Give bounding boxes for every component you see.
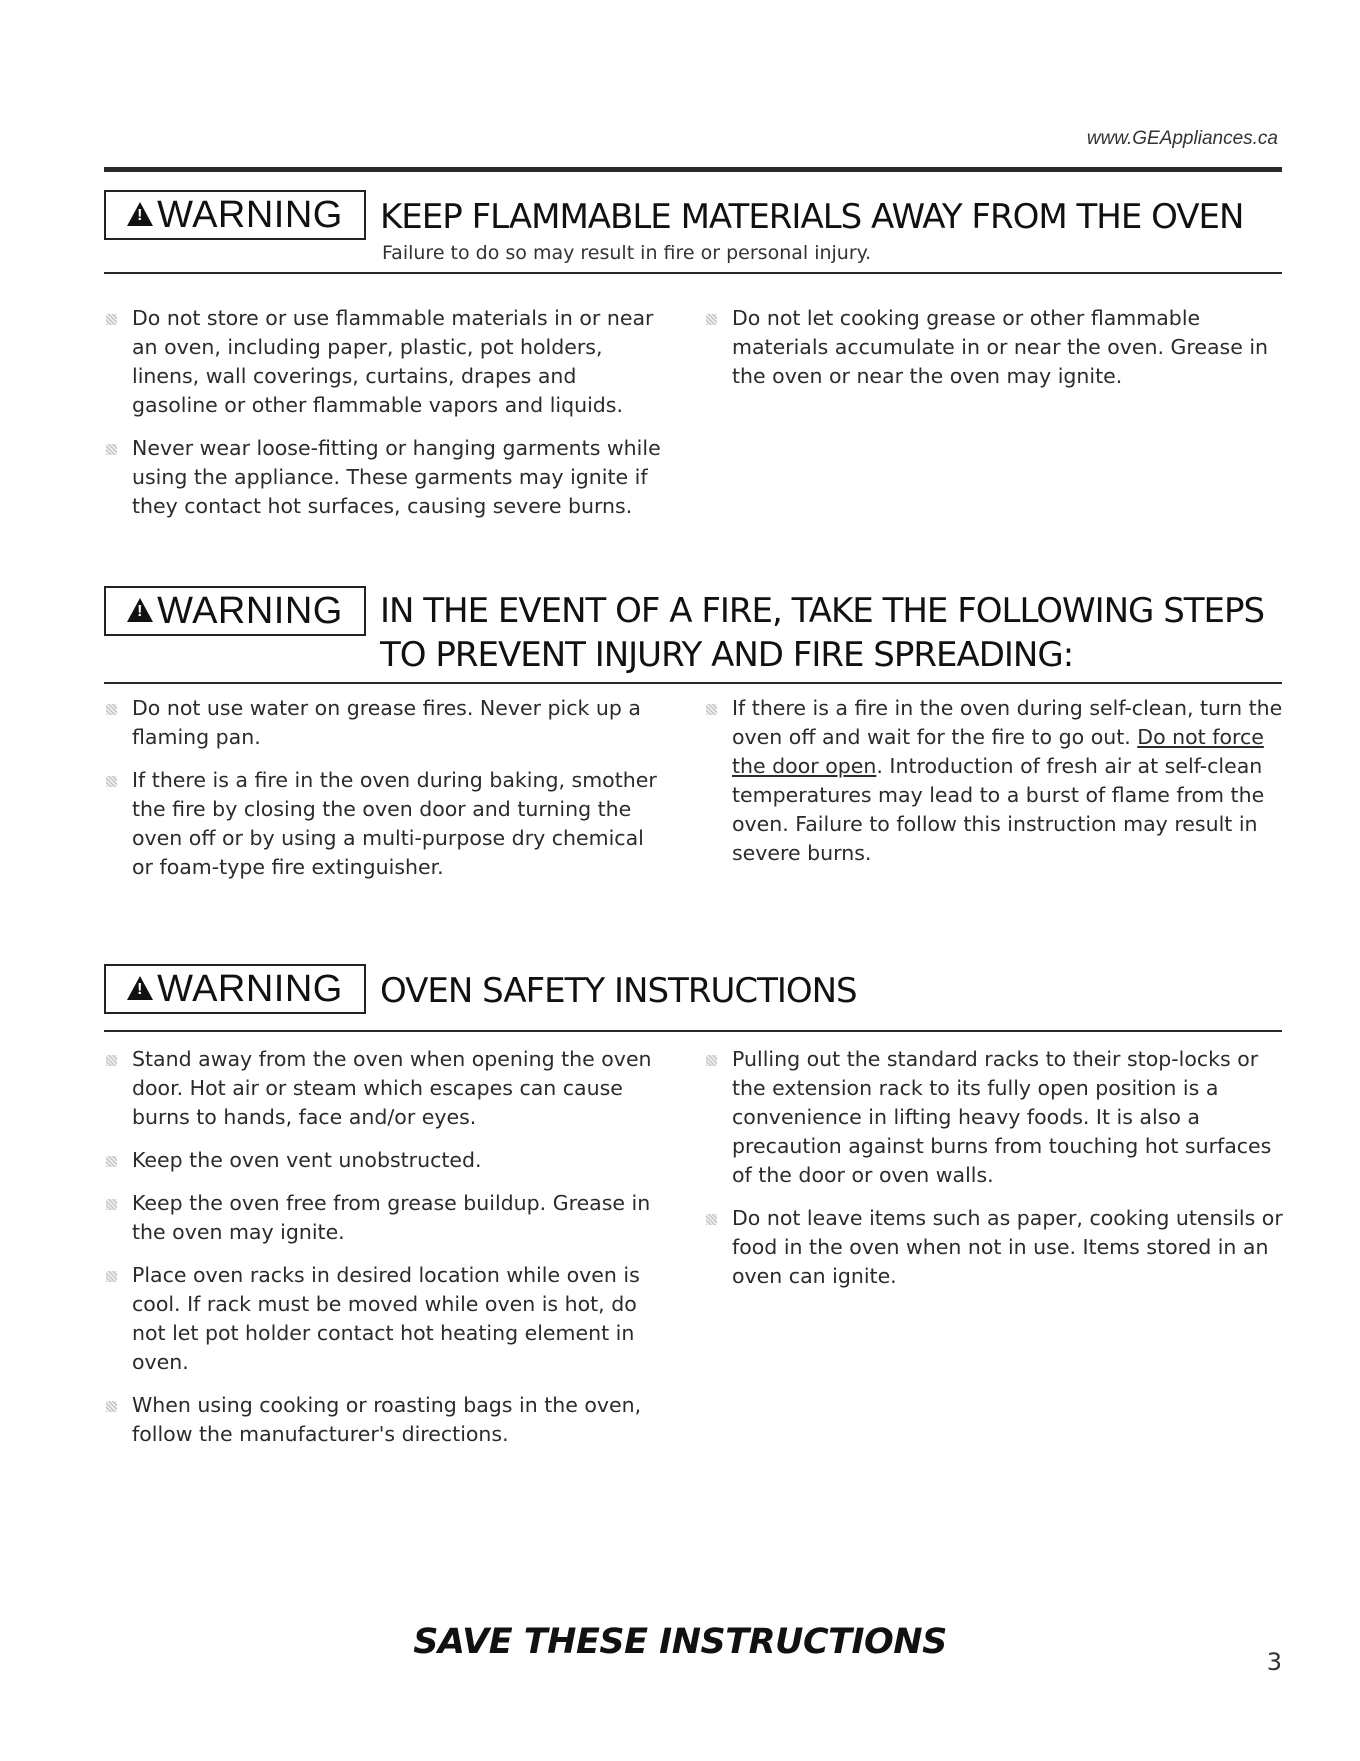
bullet-icon [106, 1271, 117, 1282]
section-2-left-column [106, 694, 666, 896]
warning-text: WARNING [157, 967, 343, 1010]
bullet-icon [706, 314, 717, 325]
section-1-title: KEEP FLAMMABLE MATERIALS AWAY FROM THE OVEN [380, 197, 1244, 237]
warning-label-1 [104, 190, 366, 240]
bullet-icon [106, 1055, 117, 1066]
warning-text: WARNING [157, 589, 343, 632]
warning-label-2 [104, 586, 366, 636]
bullet-icon [106, 1156, 117, 1167]
bullet-icon [106, 1199, 117, 1210]
section-2-right-column [706, 694, 1284, 882]
warning-label-3 [104, 964, 366, 1014]
bullet-icon [106, 444, 117, 455]
section-2-title-line-2: TO PREVENT INJURY AND FIRE SPREADING: [380, 635, 1074, 675]
top-divider [104, 167, 1282, 172]
section-1-subtitle: Failure to do so may result in fire or personal injury. [382, 242, 872, 264]
bullet-icon [706, 704, 717, 715]
list-item: If there is a fire in the oven during self-clean, turn the oven off and wait for the fire to go out. Do not force the door open. Introduction of fresh air at self-clean temperatures may lead to a burst of flame from the oven. Failure to follow this instruction may result in severe burns. [706, 694, 1284, 868]
list-item: If there is a fire in the oven during baking, smother the fire by closing the oven door and turning the oven off or by using a multi-purpose dry chemical or foam-type fire extinguisher. [106, 766, 666, 882]
warning-triangle-icon [127, 598, 153, 622]
warning-triangle-icon [127, 202, 153, 226]
list-item: Do not store or use flammable materials in or near an oven, including paper, plastic, pot holders, linens, wall coverings, curtains, drapes and gasoline or other flammable vapors and liquids. [106, 304, 666, 420]
section-3-title: OVEN SAFETY INSTRUCTIONS [380, 971, 857, 1011]
section-3-divider [104, 1030, 1282, 1032]
section-1-right-column [706, 304, 1284, 405]
list-item: Never wear loose-fitting or hanging garments while using the appliance. These garments may ignite if they contact hot surfaces, causing severe burns. [106, 434, 666, 521]
warning-triangle-icon [127, 976, 153, 1000]
underlined-instruction: Do not force the door open [732, 725, 1264, 778]
bullet-icon [106, 704, 117, 715]
bullet-icon [106, 314, 117, 325]
list-item: Do not use water on grease fires. Never pick up a flaming pan. [106, 694, 666, 752]
section-1-divider [104, 272, 1282, 274]
bullet-icon [106, 1401, 117, 1412]
section-3-left-column [106, 1045, 666, 1463]
bullet-icon [706, 1214, 717, 1225]
list-item: Keep the oven free from grease buildup. Grease in the oven may ignite. [106, 1189, 666, 1247]
section-1-left-column [106, 304, 666, 535]
section-2-title-line-1: IN THE EVENT OF A FIRE, TAKE THE FOLLOWING STEPS [380, 591, 1265, 631]
list-item: Do not leave items such as paper, cooking utensils or food in the oven when not in use. Items stored in an oven can ignite. [706, 1204, 1284, 1291]
section-3-right-column [706, 1045, 1284, 1305]
website-url: www.GEAppliances.ca [1086, 128, 1278, 149]
section-2-divider [104, 682, 1282, 684]
list-item: Stand away from the oven when opening the oven door. Hot air or steam which escapes can cause burns to hands, face and/or eyes. [106, 1045, 666, 1132]
save-instructions-title: SAVE THESE INSTRUCTIONS [413, 1622, 947, 1662]
warning-text: WARNING [157, 193, 343, 236]
page-number: 3 [1266, 1648, 1282, 1676]
list-item: Pulling out the standard racks to their stop-locks or the extension rack to its fully open position is a convenience in lifting heavy foods. It is also a precaution against burns from touching hot surfaces of the door or oven walls. [706, 1045, 1284, 1190]
bullet-icon [106, 776, 117, 787]
list-item: Place oven racks in desired location while oven is cool. If rack must be moved while oven is hot, do not let pot holder contact hot heating element in oven. [106, 1261, 666, 1377]
list-item: When using cooking or roasting bags in the oven, follow the manufacturer's directions. [106, 1391, 666, 1449]
bullet-icon [706, 1055, 717, 1066]
list-item: Keep the oven vent unobstructed. [106, 1146, 666, 1175]
list-item: Do not let cooking grease or other flammable materials accumulate in or near the oven. Grease in the oven or near the oven may ignite. [706, 304, 1284, 391]
